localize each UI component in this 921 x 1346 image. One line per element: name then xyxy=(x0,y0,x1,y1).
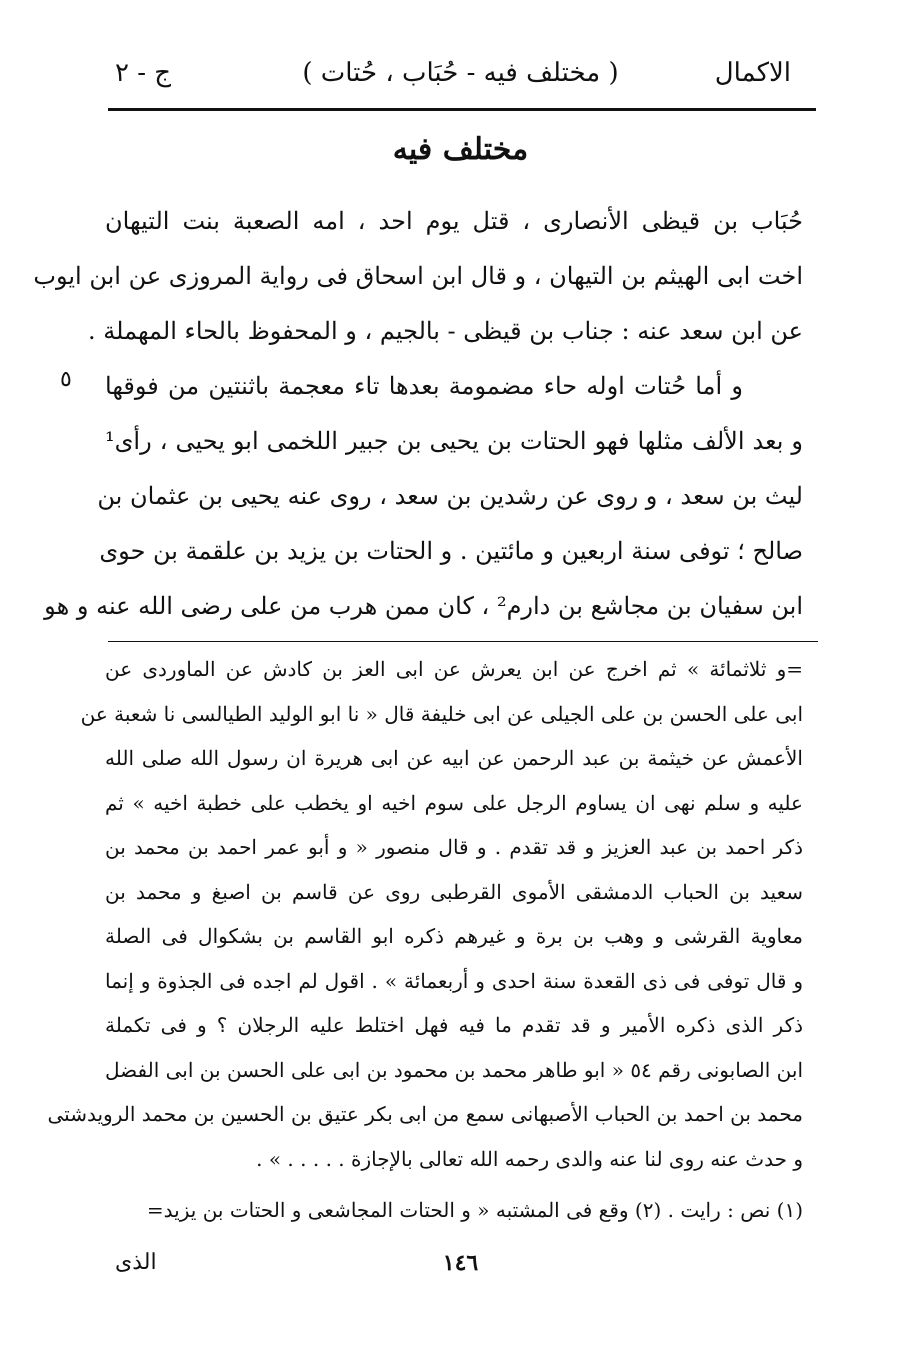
note-line: ابى على الحسن بن على الجيلى عن ابى خليفة قال « نا ابو الوليد الطيالسى نا شعبة عن xyxy=(80,701,803,726)
main-line: اخت ابى الهيثم بن التيهان ، و قال ابن اسحاق فى رواية المروزى عن ابن ايوب xyxy=(33,262,803,290)
main-line: عن ابن سعد عنه : جناب بن قيظى - بالجيم ، و المحفوظ بالحاء المهملة . xyxy=(88,317,803,345)
main-line: ليث بن سعد ، و روى عن رشدين بن سعد ، روى عنه يحيى بن عثمان بن xyxy=(97,482,803,510)
running-head-volume: ج - ٢ xyxy=(115,58,172,88)
notes-rule xyxy=(108,641,818,642)
main-text xyxy=(33,196,803,636)
note-line: سعيد بن الحباب الدمشقى الأموى القرطبى روى عن قاسم بن اصبغ و محمد بن xyxy=(105,879,803,904)
footnote: (١) نص : رايت . (٢) وقع فى المشتبه « و الحتات المجاشعى و الحتات بن يزيد= xyxy=(146,1198,803,1222)
main-line: صالح ؛ توفى سنة اربعين و مائتين . و الحتات بن يزيد بن علقمة بن حوى xyxy=(99,537,803,565)
note-line: ذكر الذى ذكره الأمير و قد تقدم ما فيه فهل اختلط عليه الرجلان ؟ و فى تكملة xyxy=(105,1013,803,1037)
running-head xyxy=(0,58,921,98)
notes-text xyxy=(47,648,804,1182)
section-heading: مختلف فيه xyxy=(392,132,529,167)
page-number: ١٤٦ xyxy=(442,1250,479,1276)
header-rule xyxy=(108,108,816,111)
running-head-section: ( مختلف فيه - حُبَاب ، حُتات ) xyxy=(302,58,619,88)
note-line: الأعمش عن خيثمة بن عبد الرحمن عن ابيه عن ابى هريرة ان رسول الله صلى الله xyxy=(105,746,803,770)
note-line: عليه و سلم نهى ان يساوم الرجل على سوم اخيه او يخطب على خطبة اخيه » ثم xyxy=(105,790,803,815)
note-line: ذكر احمد بن عبد العزيز و قد تقدم . و قال منصور « و أبو عمر احمد بن محمد بن xyxy=(105,835,803,859)
note-line: ابن الصابونى رقم ٥٤ « ابو طاهر محمد بن محمود بن ابى على الحسن بن ابى الفضل xyxy=(105,1057,804,1082)
note-line: و حدث عنه روى لنا عنه والدى رحمه الله تعالى بالإجازة . . . . . » . xyxy=(256,1146,803,1171)
note-line: و قال توفى فى ذى القعدة سنة احدى و أربعمائة » . اقول لم اجده فى الجذوة و إنما xyxy=(105,968,803,993)
note-line: محمد بن احمد بن الحباب الأصبهانى سمع من ابى بكر عتيق بن الحسين بن محمد الرويدشتى xyxy=(47,1102,803,1126)
note-line: معاوية القرشى و وهب بن برة و غيرهم ذكره ابو القاسم بن بشكوال فى الصلة xyxy=(105,924,803,948)
catchword: الذى xyxy=(115,1250,157,1275)
main-line: ابن سفيان بن مجاشع بن دارم² ، كان ممن هرب من على رضى الله عنه و هو xyxy=(44,592,803,620)
main-line: و أما حُتات اوله حاء مضمومة بعدها تاء معجمة باثنتين من فوقها xyxy=(105,372,743,400)
note-line: =و ثلاثمائة » ثم اخرج عن ابن يعرش عن ابى العز بن كادش عن الماوردى عن xyxy=(105,657,803,681)
running-head-book-title: الاكمال xyxy=(714,58,791,88)
main-line: حُبَاب بن قيظى الأنصارى ، قتل يوم احد ، امه الصعبة بنت التيهان xyxy=(105,207,803,235)
line-number: ٥ xyxy=(60,367,72,392)
main-line: و بعد الألف مثلها فهو الحتات بن يحيى بن جبير اللخمى ابو يحيى ، رأى¹ xyxy=(105,427,803,455)
